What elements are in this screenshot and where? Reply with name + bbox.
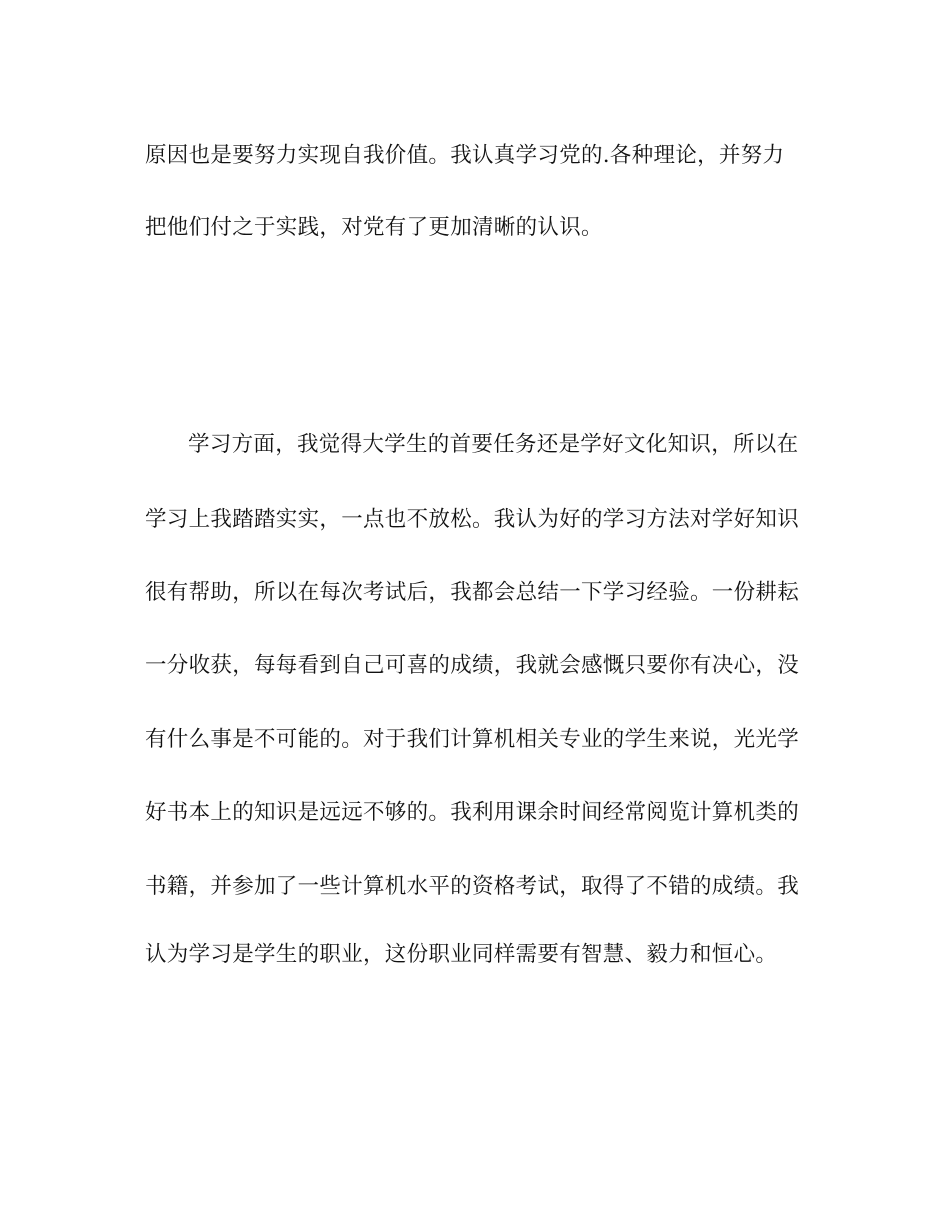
text-line: 有什么事是不可能的。对于我们计算机相关专业的学生来说，光光学	[145, 727, 800, 752]
text-line: 原因也是要努力实现自我价值。我认真学习党的.各种理论，并努力	[145, 143, 785, 168]
text-line: 很有帮助，所以在每次考试后，我都会总结一下学习经验。一份耕耘	[145, 580, 800, 605]
text-line: 一分收获，每每看到自己可喜的成绩，我就会感慨只要你有决心，没	[145, 653, 800, 678]
text-line: 把他们付之于实践，对党有了更加清晰的认识。	[145, 215, 603, 240]
text-line: 认为学习是学生的职业，这份职业同样需要有智慧、毅力和恒心。	[145, 942, 778, 967]
text-line: 学习方面，我觉得大学生的首要任务还是学好文化知识，所以在	[188, 432, 799, 457]
text-line: 学习上我踏踏实实，一点也不放松。我认为好的学习方法对学好知识	[145, 507, 800, 532]
text-line: 书籍，并参加了一些计算机水平的资格考试，取得了不错的成绩。我	[145, 874, 800, 899]
text-line: 好书本上的知识是远远不够的。我利用课余时间经常阅览计算机类的	[145, 800, 800, 825]
